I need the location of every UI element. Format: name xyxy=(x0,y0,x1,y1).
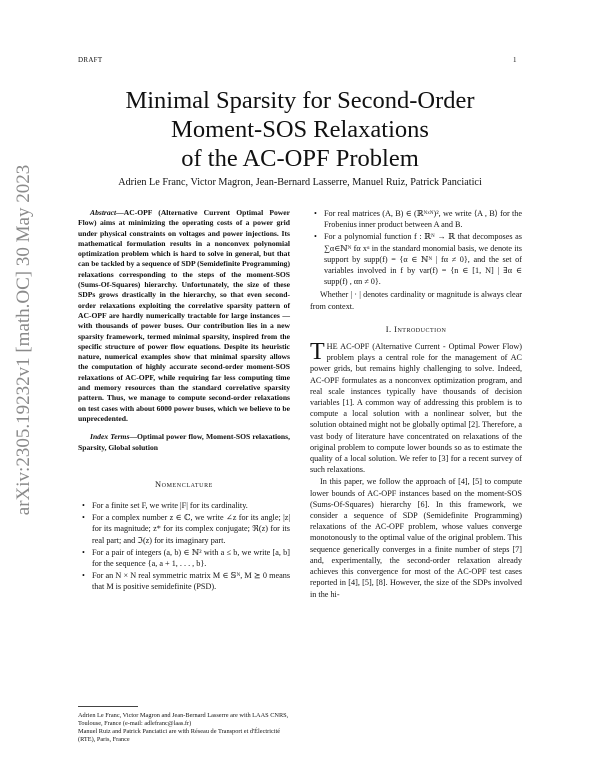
footnote-affiliation: Adrien Le Franc, Victor Magron and Jean-Bernard Lasserre are with LAAS CNRS, Toulouse, France (e-mail: adlefranc@laas.fr) xyxy=(78,712,289,727)
author-list: Adrien Le Franc, Victor Magron, Jean-Bernard Lasserre, Manuel Ruiz, Patrick Panciatici xyxy=(118,177,482,188)
left-column xyxy=(78,208,290,594)
draft-label: DRAFT xyxy=(78,56,103,64)
abstract-label: Abstract xyxy=(90,208,117,217)
abstract xyxy=(78,208,290,424)
introduction-body xyxy=(310,341,522,600)
title-line: of the AC-OPF Problem xyxy=(181,145,419,172)
paragraph xyxy=(310,341,522,475)
notation-note: Whether | · | denotes cardinality or magnitude is always clear from context. xyxy=(310,290,522,311)
list-item: • For a complex number z ∈ ℂ, we write ∠z for its angle; |z| for its magnitude; z* for its complex conjugate; ℜ(z) for its real part; and ℑ(z) for its imaginary part. xyxy=(92,512,290,546)
index-terms-text: —Optimal power flow, Moment-SOS relaxations, Sparsity, Global solution xyxy=(78,432,291,452)
paragraph: In this paper, we follow the approach of [4], [5] to compute lower bounds of AC-OPF instances based on the moment-SOS (Sums-Of-Squares) hierarchy [6]. In this framework, we consider a sequence of SDP (Semidefinite Programming) relaxations of the AC-OPF problem, whose values converge monotonously to the optimal value of the original problem. This sequence generically converges in a finite number of steps [7] and, experimentally, the second-order relaxation already achieves this convergence for most of the AC-OPF test cases reported in [4], [5], [8]. However, the size of the SDPs involved in the hi- xyxy=(310,477,522,599)
list-item: • For real matrices (A, B) ∈ (ℝᴺˣᴺ)², we write ⟨A , B⟩ for the Frobenius inner product between A and B. xyxy=(324,208,522,230)
footnote-affiliation: Manuel Ruiz and Patrick Panciatici are with Réseau de Transport et d'Électricité (RTE), Paris, France xyxy=(78,728,281,743)
introduction-heading: I. Introduction xyxy=(385,324,447,334)
right-column xyxy=(310,208,522,600)
paragraph-text: HE AC-OPF (Alternative Current - Optimal Power Flow) problem plays a central role for the management of AC power grids, but remains highly challenging to solve. Indeed, AC-OPF formulates as a nonconvex optimization program, and real scale instances typically have thousands of decision variables [1]. A common way of addressing this problem is to compute a local solution with a nonlinear solver, but the solution obtained might not be globally optimal [2]. Therefore, a vast body of literature have concentrated on relaxations of the original problem to compute lower bounds so as to estimate the quality of a local solution. We refer to [3] for a recent survey of such relaxations. xyxy=(310,342,522,475)
paper-title xyxy=(80,86,520,173)
footnote xyxy=(78,712,290,744)
footnote-rule xyxy=(78,706,138,707)
list-item: • For an N × N real symmetric matrix M ∈ 𝕊ᴺ, M ⪰ 0 means that M is positive semidefinite (PSD). xyxy=(92,570,290,592)
list-item: • For a pair of integers (a, b) ∈ ℕ² with a ≤ b, we write [a, b] for the sequence {a, a + 1, . . . , b}. xyxy=(92,547,290,569)
page-number: 1 xyxy=(513,56,517,64)
drop-cap: T xyxy=(310,339,325,366)
list-item: • For a finite set F, we write |F| for its cardinality. xyxy=(92,500,290,511)
nomenclature-heading: Nomenclature xyxy=(155,479,213,489)
title-line: Minimal Sparsity for Second-Order xyxy=(125,87,475,114)
nomenclature-list xyxy=(78,500,290,593)
arxiv-stamp xyxy=(4,110,44,570)
abstract-text: —AC-OPF (Alternative Current Optimal Power Flow) aims at minimizing the operating costs of a power grid under physical constraints on voltages and power injections. Its mathematical formulation results in a nonconvex polynomial optimization problem which is hard to solve in general, but that can be tackled by a sequence of SDP (Semidefinite Programming) relaxations corresponding to the steps of the moment-SOS (Sums-Of-Squares) hierarchy. Unfortunately, the size of these SDPs grows drastically in the hierarchy, so that even second-order relaxations exploiting the correlative sparsity pattern of AC-OPF are hardly numerically tractable for large instances — with thousands of power buses. Our contribution lies in a new sparsity framework, termed minimal sparsity, inspired from the specific structure of power flow equations. Despite its heuristic nature, numerical examples show that minimal sparsity allows the computation of highly accurate second-order moment-SOS relaxations of AC-OPF, while requiring far less computing time and memory resources than the standard correlative sparsity pattern. Thus, we manage to compute second-order relaxations on test cases with about 6000 power buses, which we believe to be unprecedented. xyxy=(78,208,290,423)
nomenclature-list-continued xyxy=(310,208,522,287)
index-terms xyxy=(78,432,290,453)
index-terms-label: Index Terms xyxy=(90,432,130,442)
title-line: Moment-SOS Relaxations xyxy=(171,116,429,143)
arxiv-identifier: arXiv:2305.19232v1 [math.OC] 30 May 2023 xyxy=(13,164,34,516)
list-item: • For a polynomial function f : ℝᴺ → ℝ that decomposes as ∑α∈ℕᴺ fα xᵅ in the standard monomial basis, we denote its support by supp(f) = {α ∈ ℕᴺ | fα ≠ 0}, and the set of variables involved in f by var(f) = {n ∈ [1, N] | ∃α ∈ supp(f) , αn ≠ 0}. xyxy=(324,231,522,287)
